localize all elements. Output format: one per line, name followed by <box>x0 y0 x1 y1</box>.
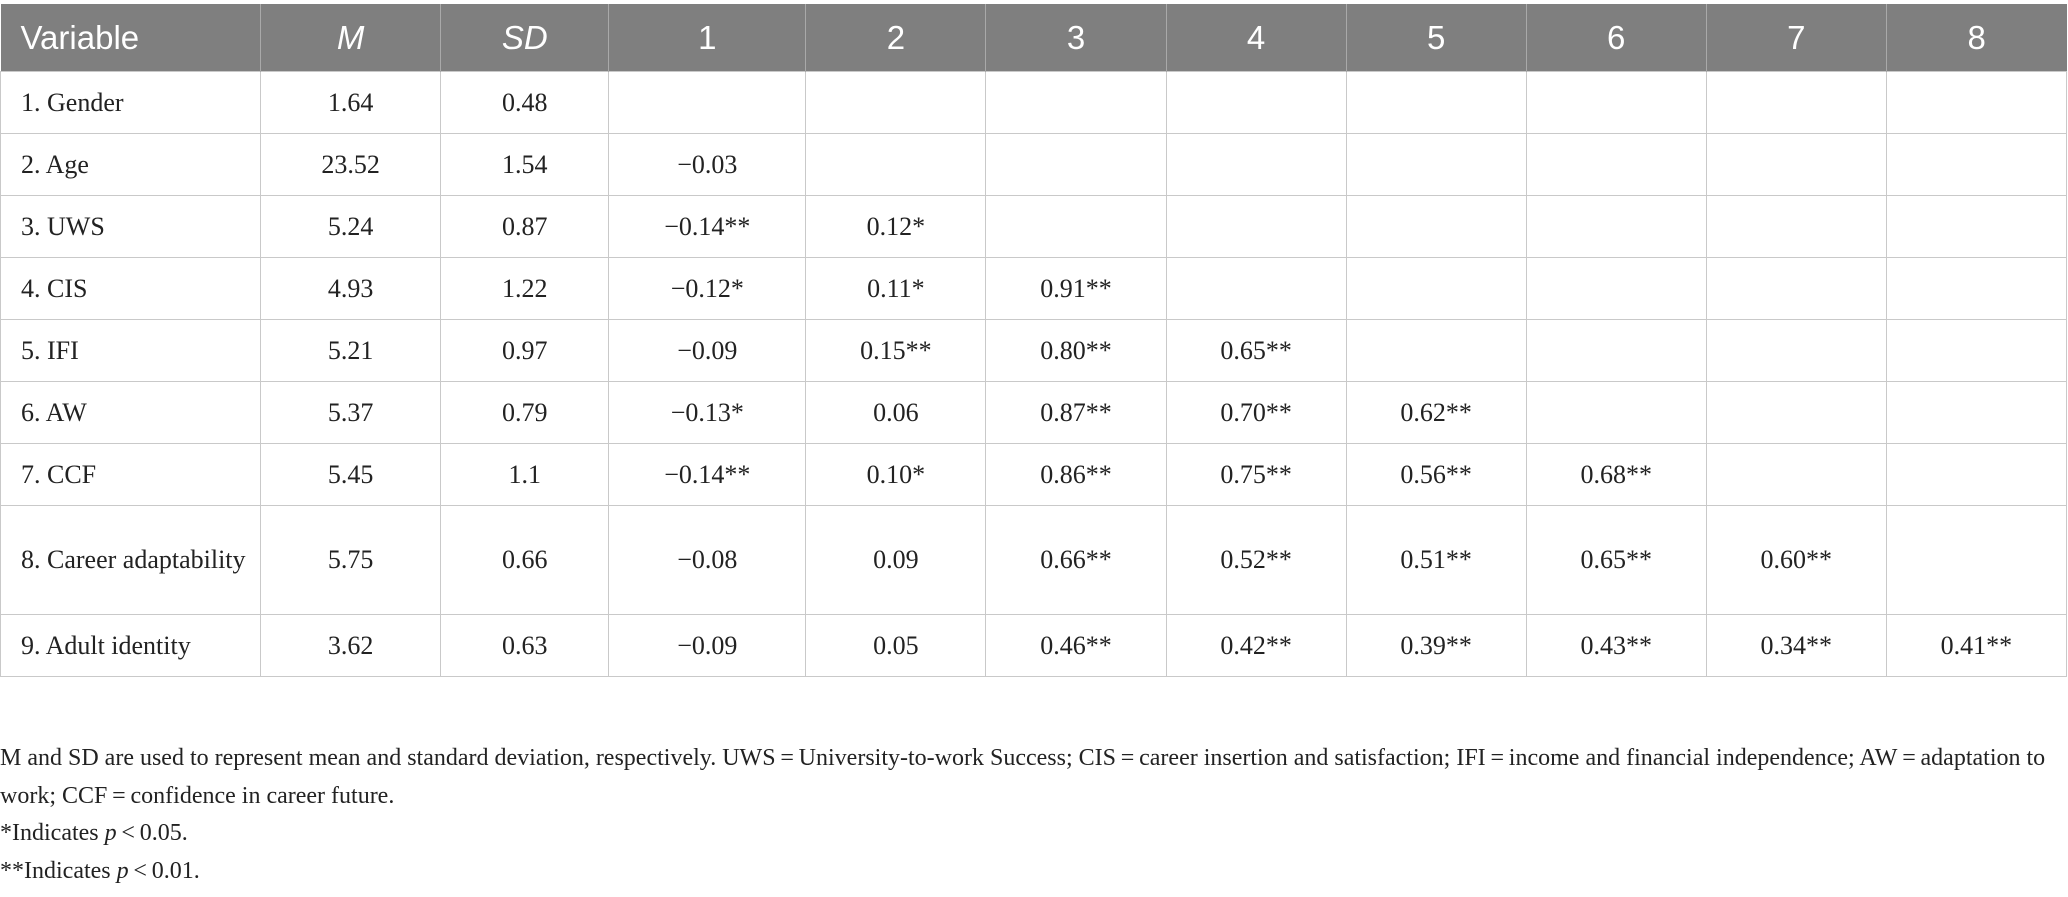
correlation-cell: 0.42** <box>1166 615 1346 677</box>
sd-cell: 1.1 <box>441 444 609 506</box>
correlation-cell <box>1706 134 1886 196</box>
sd-cell: 0.87 <box>441 196 609 258</box>
correlation-cell <box>986 134 1166 196</box>
mean-cell: 1.64 <box>261 72 441 134</box>
table-row <box>1 382 2067 444</box>
correlation-cell <box>1166 196 1346 258</box>
correlation-cell <box>1886 72 2066 134</box>
header-mean: M <box>261 4 441 72</box>
header-col-3: 3 <box>986 4 1166 72</box>
correlation-cell <box>1526 196 1706 258</box>
correlation-cell <box>1886 134 2066 196</box>
correlation-cell: 0.80** <box>986 320 1166 382</box>
correlation-cell: 0.06 <box>806 382 986 444</box>
correlation-cell: −0.09 <box>609 615 806 677</box>
correlation-cell <box>1166 72 1346 134</box>
correlation-cell <box>1346 258 1526 320</box>
header-col-5: 5 <box>1346 4 1526 72</box>
mean-cell: 4.93 <box>261 258 441 320</box>
variable-label-cell: 4. CIS <box>1 258 261 320</box>
table-footnotes <box>0 740 2060 890</box>
correlation-cell: 0.86** <box>986 444 1166 506</box>
correlation-cell <box>1706 382 1886 444</box>
sd-cell: 0.66 <box>441 506 609 615</box>
correlation-cell: 0.12* <box>806 196 986 258</box>
sd-cell: 0.79 <box>441 382 609 444</box>
header-col-6: 6 <box>1526 4 1706 72</box>
variable-label-cell: 1. Gender <box>1 72 261 134</box>
correlation-cell <box>1706 258 1886 320</box>
sd-cell: 0.48 <box>441 72 609 134</box>
correlation-cell: 0.52** <box>1166 506 1346 615</box>
footnote-p01-suffix: < 0.01. <box>128 857 200 884</box>
correlation-cell: 0.68** <box>1526 444 1706 506</box>
footnote-p05-suffix: < 0.05. <box>116 820 188 846</box>
correlation-cell: 0.91** <box>986 258 1166 320</box>
correlation-cell <box>1886 444 2066 506</box>
correlation-cell <box>1526 72 1706 134</box>
mean-cell: 5.45 <box>261 444 441 506</box>
header-col-2: 2 <box>806 4 986 72</box>
footnote-p01-symbol: p <box>116 857 129 884</box>
correlation-cell <box>1526 258 1706 320</box>
correlation-cell <box>1526 134 1706 196</box>
correlation-cell <box>1346 72 1526 134</box>
correlation-cell: 0.75** <box>1166 444 1346 506</box>
correlation-cell: 0.09 <box>806 506 986 615</box>
variable-label-cell: 5. IFI <box>1 320 261 382</box>
correlation-cell: 0.70** <box>1166 382 1346 444</box>
table-row <box>1 134 2067 196</box>
correlation-cell <box>1166 258 1346 320</box>
table-row <box>1 258 2067 320</box>
correlation-cell: 0.65** <box>1166 320 1346 382</box>
mean-cell: 5.21 <box>261 320 441 382</box>
header-col-8: 8 <box>1886 4 2066 72</box>
correlation-cell: 0.10* <box>806 444 986 506</box>
table-row <box>1 506 2067 615</box>
mean-cell: 5.24 <box>261 196 441 258</box>
correlation-cell: 0.39** <box>1346 615 1526 677</box>
correlation-cell <box>1886 382 2066 444</box>
correlation-cell: 0.34** <box>1706 615 1886 677</box>
correlation-cell <box>1886 506 2066 615</box>
correlation-cell: −0.14** <box>609 444 806 506</box>
sd-cell: 0.97 <box>441 320 609 382</box>
correlation-cell <box>1346 320 1526 382</box>
correlation-cell: −0.09 <box>609 320 806 382</box>
correlation-cell <box>1526 320 1706 382</box>
correlation-cell <box>806 134 986 196</box>
correlation-cell <box>1706 320 1886 382</box>
variable-label-cell: 2. Age <box>1 134 261 196</box>
correlation-cell: 0.11* <box>806 258 986 320</box>
correlation-cell: −0.12* <box>609 258 806 320</box>
sd-cell: 1.22 <box>441 258 609 320</box>
table-row <box>1 615 2067 677</box>
footnote-p05-prefix: *Indicates <box>0 820 105 846</box>
mean-cell: 5.75 <box>261 506 441 615</box>
table-header-row <box>1 4 2067 72</box>
header-sd: SD <box>441 4 609 72</box>
correlation-cell <box>806 72 986 134</box>
variable-label-cell: 7. CCF <box>1 444 261 506</box>
header-col-1: 1 <box>609 4 806 72</box>
mean-cell: 3.62 <box>261 615 441 677</box>
variable-label-cell: 9. Adult identity <box>1 615 261 677</box>
variable-label-cell: 8. Career adaptability <box>1 506 261 615</box>
mean-cell: 23.52 <box>261 134 441 196</box>
correlation-cell: 0.15** <box>806 320 986 382</box>
header-variable: Variable <box>1 4 261 72</box>
correlation-cell: 0.66** <box>986 506 1166 615</box>
header-col-4: 4 <box>1166 4 1346 72</box>
footnote-p01 <box>0 853 2060 891</box>
correlation-table-container <box>0 4 2068 677</box>
correlation-cell: −0.14** <box>609 196 806 258</box>
variable-label-cell: 6. AW <box>1 382 261 444</box>
table-row <box>1 444 2067 506</box>
correlation-cell: 0.56** <box>1346 444 1526 506</box>
footnote-p05 <box>0 815 2060 853</box>
correlation-cell: 0.41** <box>1886 615 2066 677</box>
footnote-p01-prefix: **Indicates <box>0 857 117 884</box>
correlation-cell: 0.51** <box>1346 506 1526 615</box>
correlation-cell <box>986 72 1166 134</box>
sd-cell: 0.63 <box>441 615 609 677</box>
table-row <box>1 196 2067 258</box>
table-row <box>1 320 2067 382</box>
correlation-cell <box>1706 72 1886 134</box>
correlation-cell <box>1706 196 1886 258</box>
variable-label-cell: 3. UWS <box>1 196 261 258</box>
footnote-p05-symbol: p <box>104 820 117 846</box>
correlation-cell: −0.08 <box>609 506 806 615</box>
correlation-cell <box>1346 196 1526 258</box>
table-row <box>1 72 2067 134</box>
sd-cell: 1.54 <box>441 134 609 196</box>
correlation-cell: 0.87** <box>986 382 1166 444</box>
correlation-cell: 0.05 <box>806 615 986 677</box>
correlation-cell: 0.65** <box>1526 506 1706 615</box>
correlation-cell <box>609 72 806 134</box>
correlation-cell <box>1886 258 2066 320</box>
correlation-cell: 0.46** <box>986 615 1166 677</box>
correlation-cell <box>1166 134 1346 196</box>
correlation-cell <box>1346 134 1526 196</box>
correlation-cell: −0.13* <box>609 382 806 444</box>
footnote-description: M and SD are used to represent mean and standard deviation, respectively. UWS = University-to-work Success; CIS = career insertion and satisfaction; IFI = income and financial independence; AW = adaptation to work; CCF = confidence in career future. <box>0 745 2046 809</box>
correlation-cell <box>1886 320 2066 382</box>
correlation-cell <box>1706 444 1886 506</box>
correlation-cell: −0.03 <box>609 134 806 196</box>
correlation-table <box>0 4 2067 677</box>
correlation-cell <box>986 196 1166 258</box>
correlation-cell <box>1526 382 1706 444</box>
correlation-cell: 0.62** <box>1346 382 1526 444</box>
correlation-cell: 0.60** <box>1706 506 1886 615</box>
mean-cell: 5.37 <box>261 382 441 444</box>
correlation-cell <box>1886 196 2066 258</box>
correlation-cell: 0.43** <box>1526 615 1706 677</box>
header-col-7: 7 <box>1706 4 1886 72</box>
